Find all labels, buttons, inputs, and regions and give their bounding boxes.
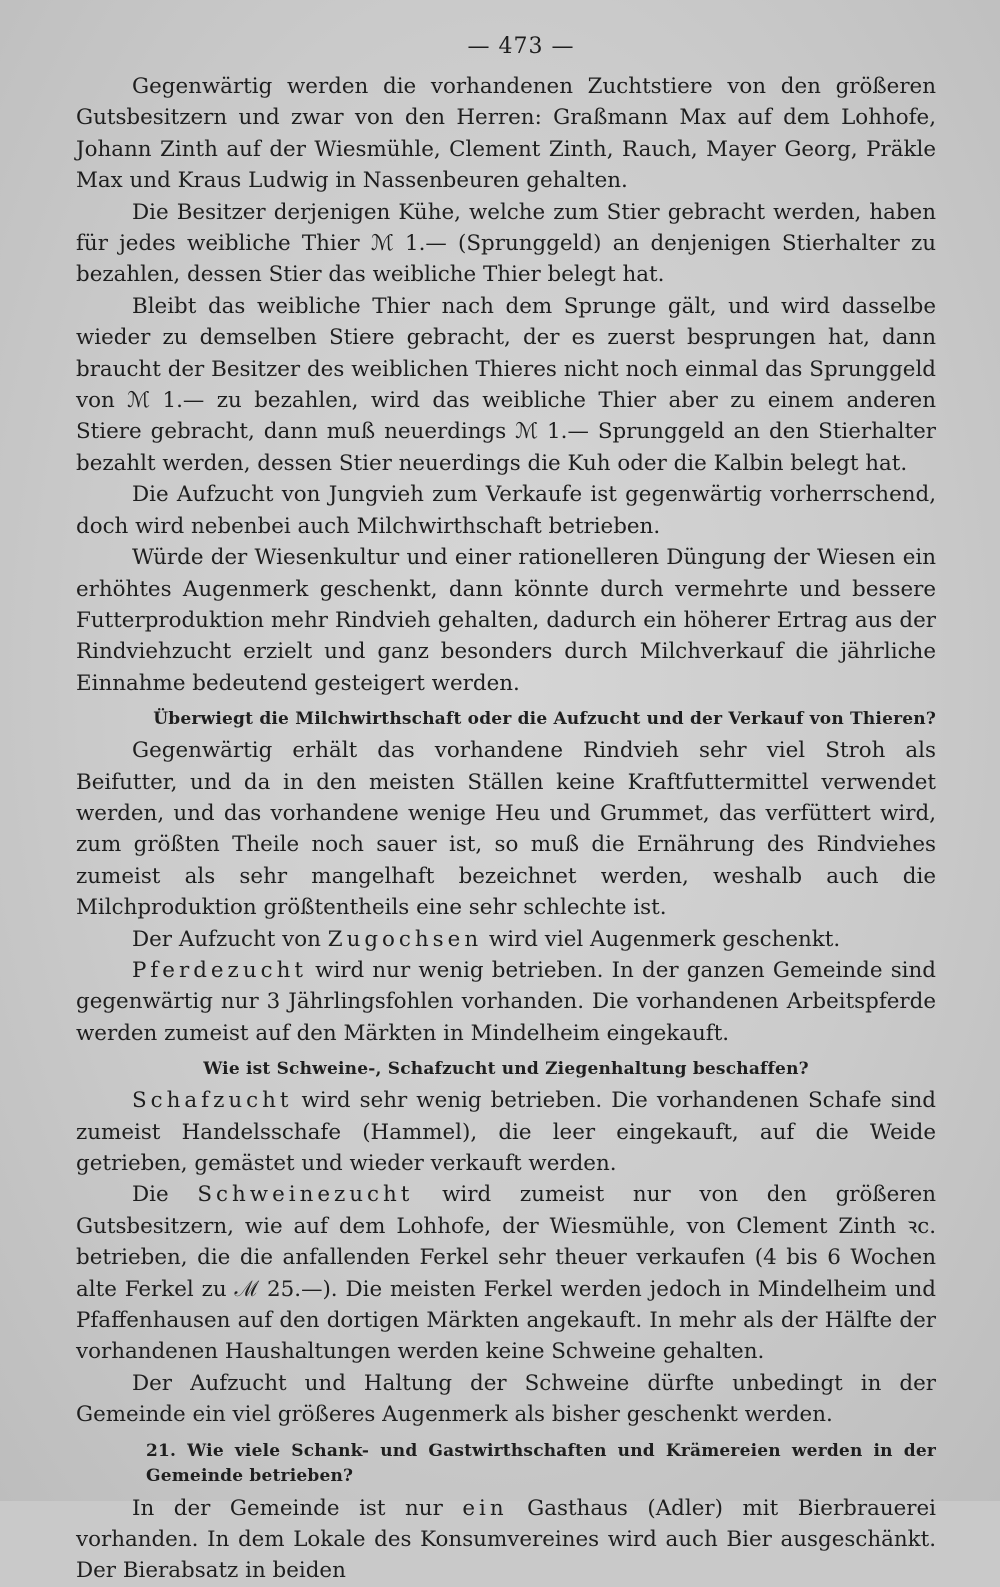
- emphasized-term: Pferdezucht: [132, 957, 307, 983]
- emphasized-term: Schweinezucht: [197, 1182, 414, 1208]
- paragraph: Der Aufzucht und Haltung der Schweine dürfte unbedingt in der Gemeinde ein viel größeres Augenmerk als bisher geschenkt werden.: [76, 1370, 936, 1428]
- section-heading: Überwiegt die Milchwirthschaft oder die Aufzucht und der Verkauf von Thieren?: [153, 709, 936, 730]
- text-run: Der Aufzucht von: [132, 926, 328, 952]
- text-run: wird viel Augenmerk geschenkt.: [482, 926, 841, 952]
- text-run: wird nur wenig betrieben. In der ganzen Gemeinde sind gegenwärtig nur 3 Jährlingsfohlen vorhanden. Die vorhandenen Arbeitspferde werden zumeist auf den Märkten in Mindelheim eingekauft.: [76, 957, 936, 1046]
- text-run: Gasthaus (Adler) mit Bierbrauerei vorhanden. In dem Lokale des Konsumvereines wird auch Bier ausgeschänkt. Der Bierabsatz in beiden: [76, 1495, 936, 1584]
- page-number: — 473 —: [467, 34, 575, 59]
- text-run: wird sehr wenig betrieben. Die vorhandenen Schafe sind zumeist Handelsschafe (Hammel), die leer eingekauft, auf die Weide getrieben, gemästet und wieder verkauft werden.: [76, 1088, 936, 1176]
- emphasized-term: ein: [462, 1495, 508, 1521]
- section-heading: 21. Wie viele Schank- und Gastwirthschaften und Krämereien werden in der Gemeinde betrieben?: [146, 1440, 936, 1486]
- emphasized-term: Schafzucht: [132, 1088, 293, 1114]
- paragraph: Bleibt das weibliche Thier nach dem Sprunge gält, und wird dasselbe wieder zu demselben Stiere gebracht, der es zuerst besprungen hat, dann braucht der Besitzer des weiblichen Thieres nicht noch einmal das Sprunggeld von ℳ 1.— zu bezahlen, wird das weibliche Thier aber zu einem anderen Stiere gebracht, dann muß neuerdings ℳ 1.— Sprunggeld an den Stierhalter bezahlt werden, dessen Stier neuerdings die Kuh oder die Kalbin belegt hat.: [76, 293, 936, 476]
- paragraph: [76, 924, 936, 955]
- section-heading: Wie ist Schweine-, Schafzucht und Ziegenhaltung beschaffen?: [203, 1059, 809, 1080]
- page-content: [76, 71, 936, 1587]
- paragraph: Würde der Wiesenkultur und einer rationelleren Düngung der Wiesen ein erhöhtes Augenmerk geschenkt, dann könnte durch vermehrte und bessere Futterproduktion mehr Rindvieh gehalten, dadurch ein höherer Ertrag aus der Rindviehzucht erzielt und ganz besonders durch Milchverkauf die jährliche Einnahme bedeutend gesteigert werden.: [76, 545, 936, 696]
- emphasized-term: Zugochsen: [327, 926, 483, 952]
- text-run: wird zumeist nur von den größeren Gutsbesitzern, wie auf dem Lohhofe, der Wiesmühle, von Clement Zinth ꝛc. betrieben, die die anfallenden Ferkel sehr theuer verkaufen (4 bis 6 Wochen alte Ferkel zu ℳ 25.—). Die meisten Ferkel werden jedoch in Mindelheim und Pfaffenhausen auf den dortigen Märkten angekauft. In mehr als der Hälfte der vorhandenen Haushaltungen werden keine Schweine gehalten.: [76, 1182, 937, 1365]
- paragraph: Die Besitzer derjenigen Kühe, welche zum Stier gebracht werden, haben für jedes weibliche Thier ℳ 1.— (Sprunggeld) an denjenigen Stierhalter zu bezahlen, dessen Stier das weibliche Thier belegt hat.: [76, 199, 936, 288]
- text-run: Die: [132, 1182, 198, 1208]
- paragraph: [76, 1085, 936, 1179]
- text-run: In der Gemeinde ist nur: [132, 1495, 463, 1521]
- paragraph: Die Aufzucht von Jungvieh zum Verkaufe ist gegenwärtig vorherrschend, doch wird nebenbei auch Milchwirthschaft betrieben.: [76, 482, 936, 539]
- paragraph: [76, 1493, 936, 1587]
- paragraph: Gegenwärtig werden die vorhandenen Zuchtstiere von den größeren Gutsbesitzern und zwar von den Herren: Graßmann Max auf dem Lohhofe, Johann Zinth auf der Wiesmühle, Clement Zinth, Rauch, Mayer Georg, Präkle Max und Kraus Ludwig in Nassenbeuren gehalten.: [76, 74, 936, 194]
- paragraph: Gegenwärtig erhält das vorhandene Rindvieh sehr viel Stroh als Beifutter, und da in den meisten Ställen keine Kraftfuttermittel verwendet werden, und das vorhandene wenige Heu und Grummet, das verfüttert wird, zum größten Theile noch sauer ist, so muß die Ernährung des Rindviehes zumeist als sehr mangelhaft bezeichnet werden, weshalb auch die Milchproduktion größtentheils eine sehr schlechte ist.: [76, 738, 936, 921]
- paragraph: [76, 1179, 936, 1367]
- paragraph: [76, 955, 936, 1049]
